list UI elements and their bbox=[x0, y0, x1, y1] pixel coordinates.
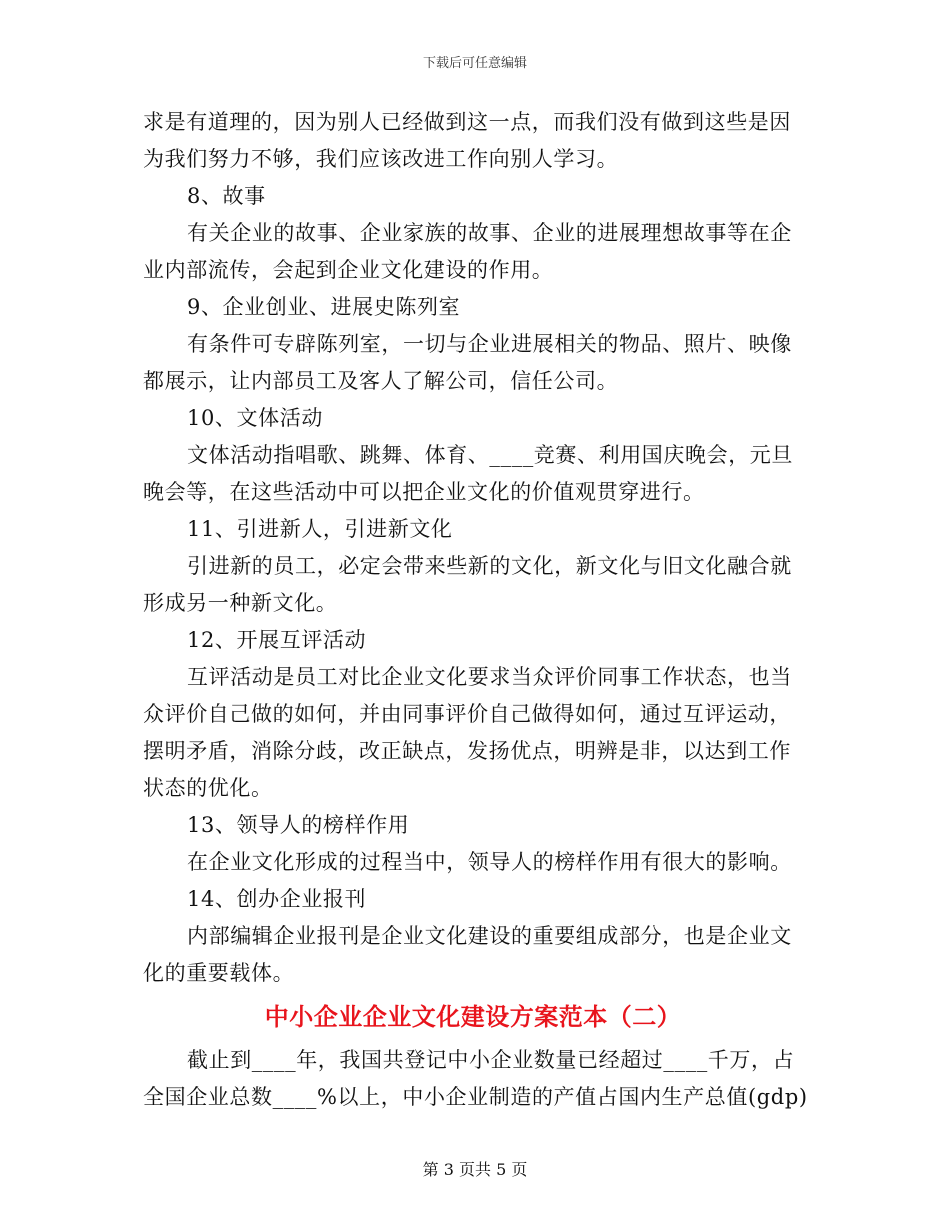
paragraph-line: 形成另一种新文化。 bbox=[143, 591, 338, 615]
paragraph-line: 求是有道理的，因为别人已经做到这一点，而我们没有做到这些是因 bbox=[143, 110, 791, 134]
paragraph-line: 状态的优化。 bbox=[143, 776, 273, 800]
section-heading: 10、文体活动 bbox=[187, 406, 323, 430]
paragraph-line: 摆明矛盾，消除分歧，改正缺点，发扬优点，明辨是非，以达到工作 bbox=[143, 739, 791, 763]
paragraph-line: 引进新的员工，必定会带来些新的文化，新文化与旧文化融合就 bbox=[187, 554, 792, 578]
section-heading: 11、引进新人，引进新文化 bbox=[187, 517, 453, 541]
paragraph-line: 化的重要载体。 bbox=[143, 961, 295, 985]
paragraph-line: 有条件可专辟陈列室，一切与企业进展相关的物品、照片、映像 bbox=[187, 332, 792, 356]
page-header: 下载后可任意编辑 bbox=[422, 56, 527, 71]
paragraph-line: 文体活动指唱歌、跳舞、体育、____竞赛、利用国庆晚会，元旦 bbox=[187, 443, 793, 467]
section-title: 中小企业企业文化建设方案范本（二） bbox=[264, 1002, 682, 1031]
section-heading: 8、故事 bbox=[187, 184, 266, 208]
document-body bbox=[143, 104, 808, 1116]
paragraph-line: 业内部流传，会起到企业文化建设的作用。 bbox=[143, 258, 554, 282]
section-heading: 13、领导人的榜样作用 bbox=[187, 813, 410, 837]
paragraph-line: 互评活动是员工对比企业文化要求当众评价同事工作状态，也当 bbox=[187, 665, 792, 689]
section-heading: 12、开展互评活动 bbox=[187, 628, 367, 652]
paragraph-line: 为我们努力不够，我们应该改进工作向别人学习。 bbox=[143, 147, 619, 171]
paragraph-line: 都展示，让内部员工及客人了解公司，信任公司。 bbox=[143, 369, 619, 393]
paragraph-line: 内部编辑企业报刊是企业文化建设的重要组成部分，也是企业文 bbox=[187, 924, 792, 948]
paragraph-line: 在企业文化形成的过程当中，领导人的榜样作用有很大的影响。 bbox=[187, 850, 792, 874]
page-footer: 第 3 页共 5 页 bbox=[422, 1160, 528, 1179]
paragraph-line: 有关企业的故事、企业家族的故事、企业的进展理想故事等在企 bbox=[187, 221, 792, 245]
paragraph-line: 截止到____年，我国共登记中小企业数量已经超过____千万，占 bbox=[187, 1048, 795, 1072]
paragraph-line: 众评价自己做的如何，并由同事评价自己做得如何，通过互评运动， bbox=[143, 702, 791, 726]
paragraph-line: 全国企业总数____%以上，中小企业制造的产值占国内生产总值(gdp) bbox=[143, 1085, 808, 1109]
section-heading: 14、创办企业报刊 bbox=[187, 887, 367, 911]
paragraph-line: 晚会等，在这些活动中可以把企业文化的价值观贯穿进行。 bbox=[143, 480, 705, 504]
section-heading: 9、企业创业、进展史陈列室 bbox=[187, 295, 461, 319]
